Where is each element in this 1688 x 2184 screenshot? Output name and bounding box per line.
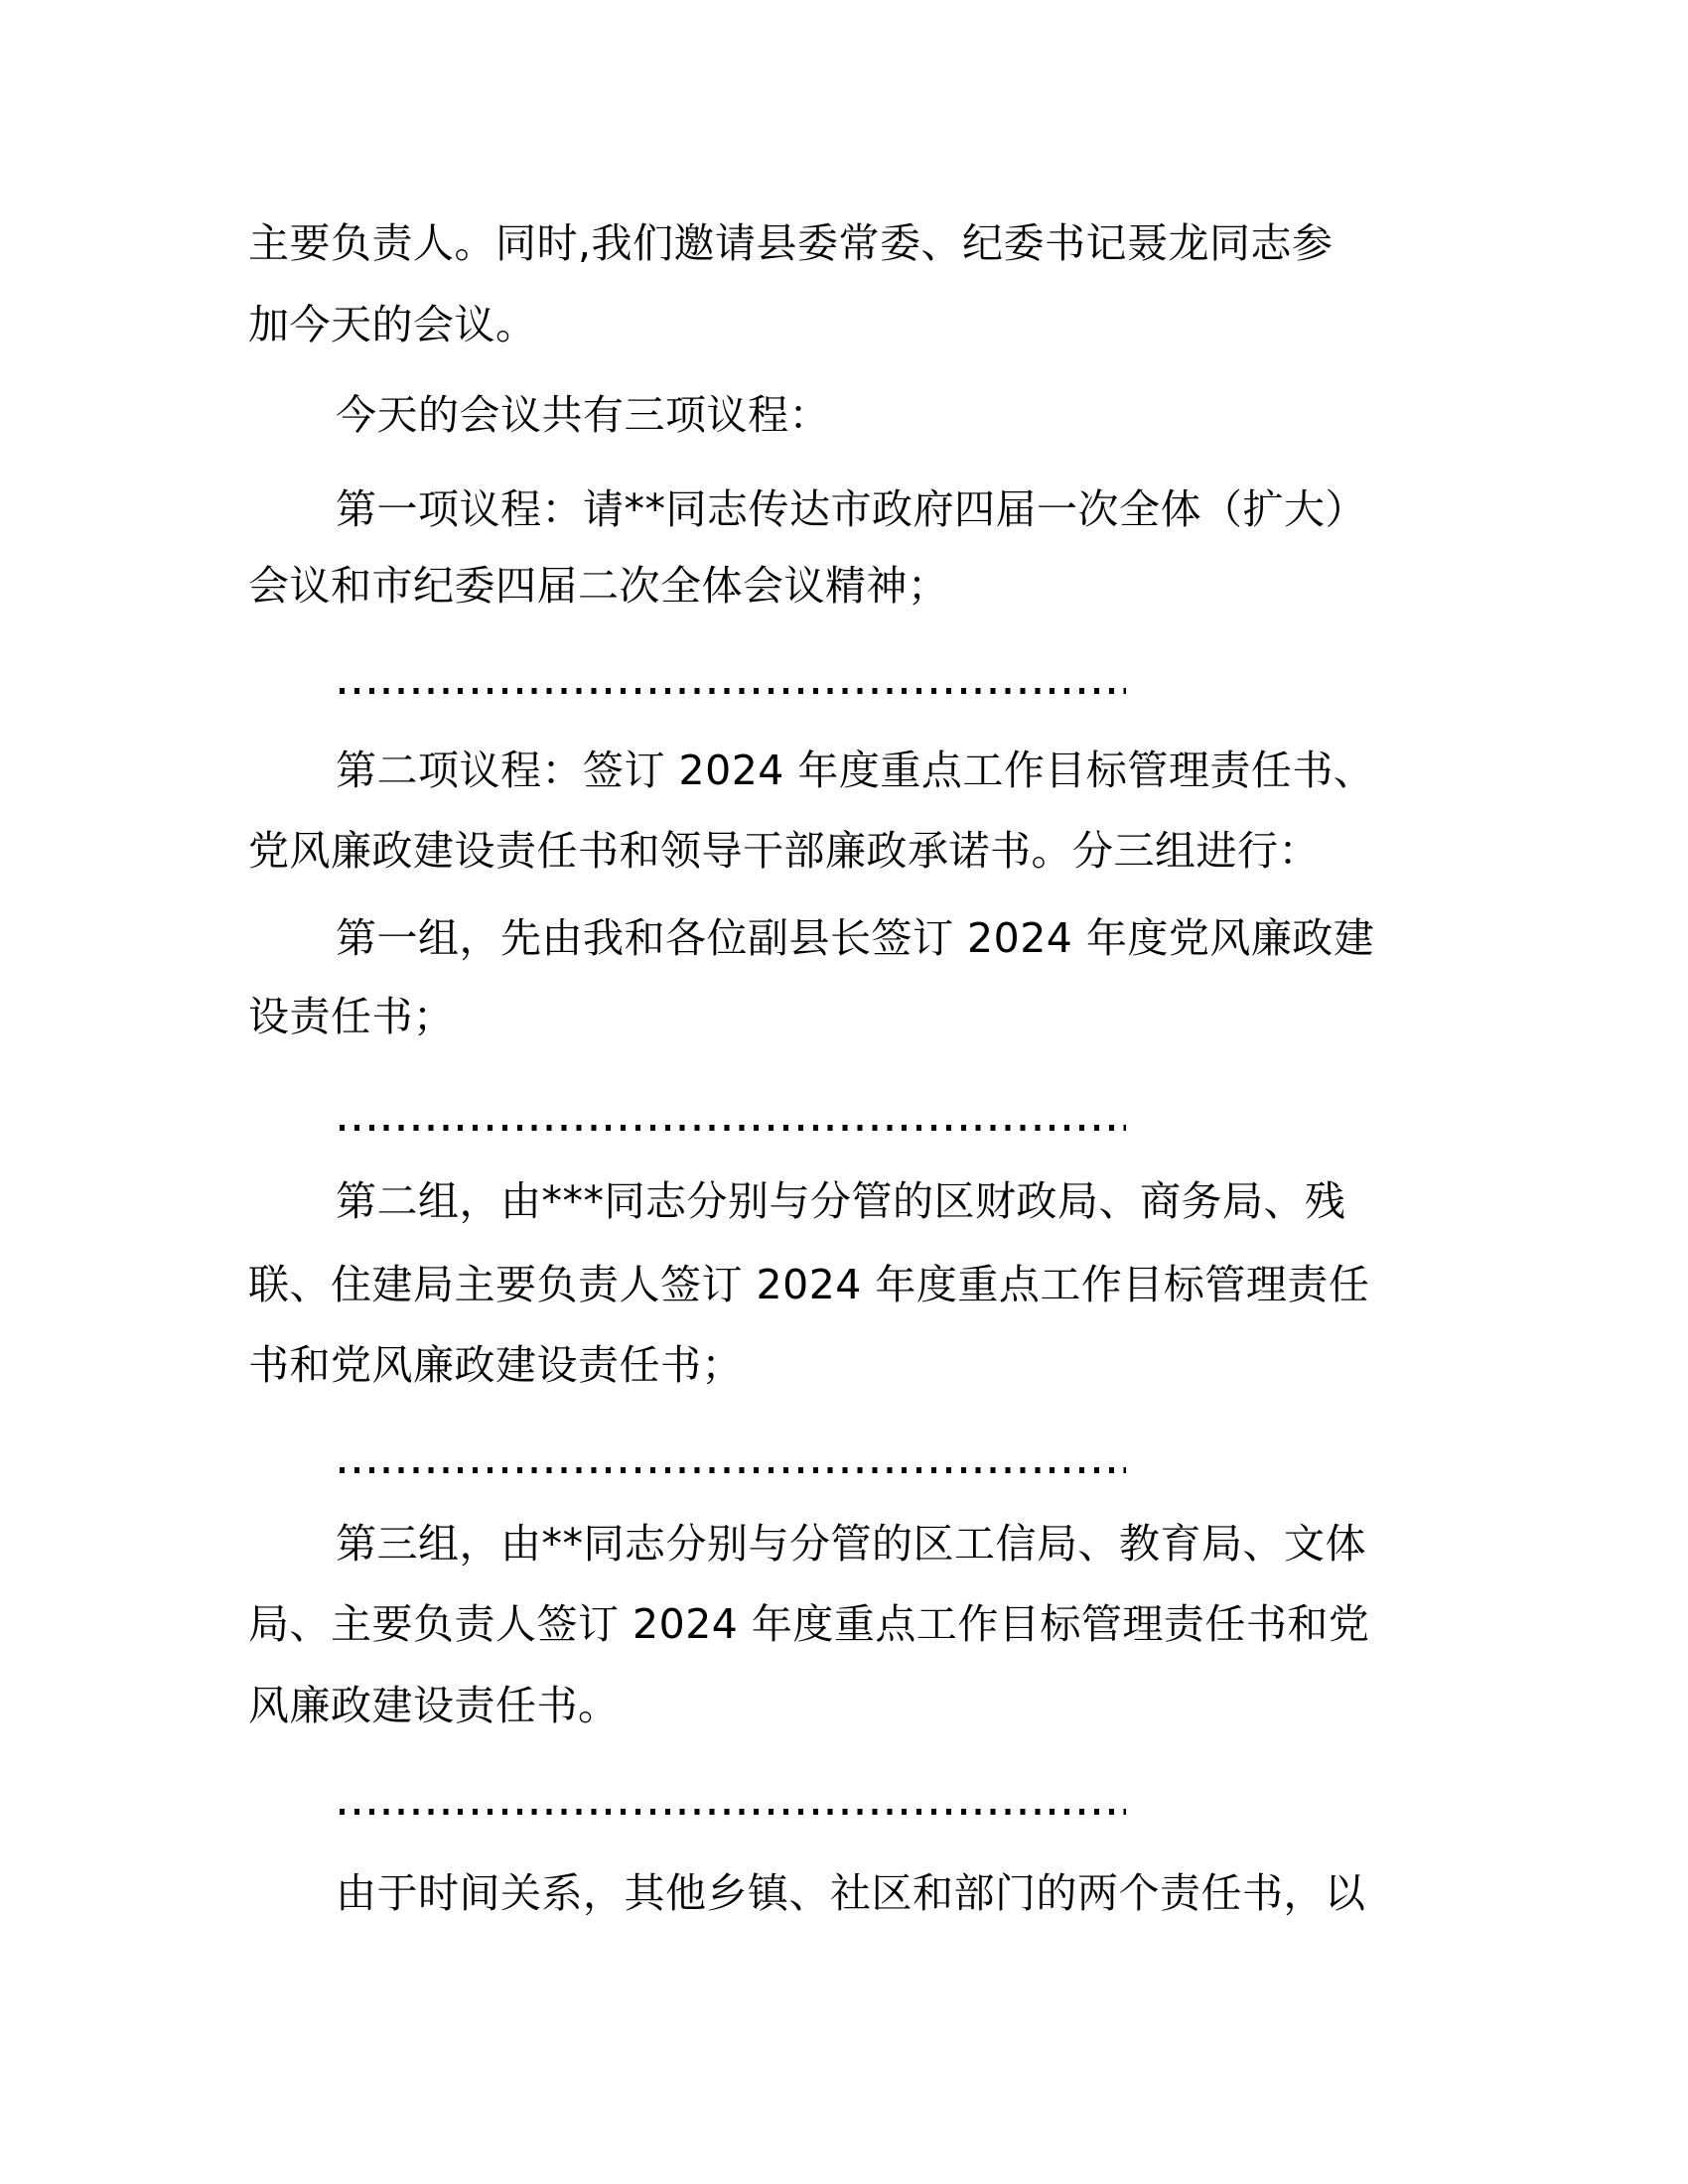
group-2-line-2: 联、住建局主要负责人签订 2024 年度重点工作目标管理责任 [248, 1261, 1370, 1308]
ellipsis-divider [340, 1125, 1126, 1131]
group-2-line-3: 书和党风廉政建设责任书； [248, 1341, 743, 1389]
agenda-intro: 今天的会议共有三项议程： [336, 391, 830, 439]
group-1-line-2: 设责任书； [248, 993, 455, 1040]
group-3-line-3: 风廉政建设责任书。 [248, 1682, 620, 1729]
ellipsis-divider [340, 688, 1126, 694]
group-1-line-1: 第一组，先由我和各位副县长签订 2024 年度党风廉政建 [336, 914, 1375, 962]
ellipsis-divider [340, 1809, 1126, 1815]
ellipsis-divider [340, 1467, 1126, 1473]
paragraph-1-line-1: 主要负责人。同时,我们邀请县委常委、纪委书记聂龙同志参 [248, 219, 1334, 267]
group-3-line-1: 第三组，由**同志分别与分管的区工信局、教育局、文体 [336, 1520, 1366, 1568]
group-2-line-1: 第二组，由***同志分别与分管的区财政局、商务局、残 [336, 1177, 1346, 1225]
agenda-item-1-line-2: 会议和市纪委四届二次全体会议精神； [248, 562, 949, 610]
agenda-item-1-line-1: 第一项议程：请**同志传达市政府四届一次全体（扩大） [336, 485, 1366, 533]
agenda-item-2-line-1: 第二项议程：签订 2024 年度重点工作目标管理责任书、 [336, 747, 1375, 794]
agenda-item-2-line-2: 党风廉政建设责任书和领导干部廉政承诺书。分三组进行： [248, 827, 1320, 875]
closing-line-1: 由于时间关系，其他乡镇、社区和部门的两个责任书，以 [336, 1869, 1366, 1917]
group-3-line-2: 局、主要负责人签订 2024 年度重点工作目标管理责任书和党 [248, 1600, 1370, 1648]
paragraph-1-line-2: 加今天的会议。 [248, 301, 537, 348]
